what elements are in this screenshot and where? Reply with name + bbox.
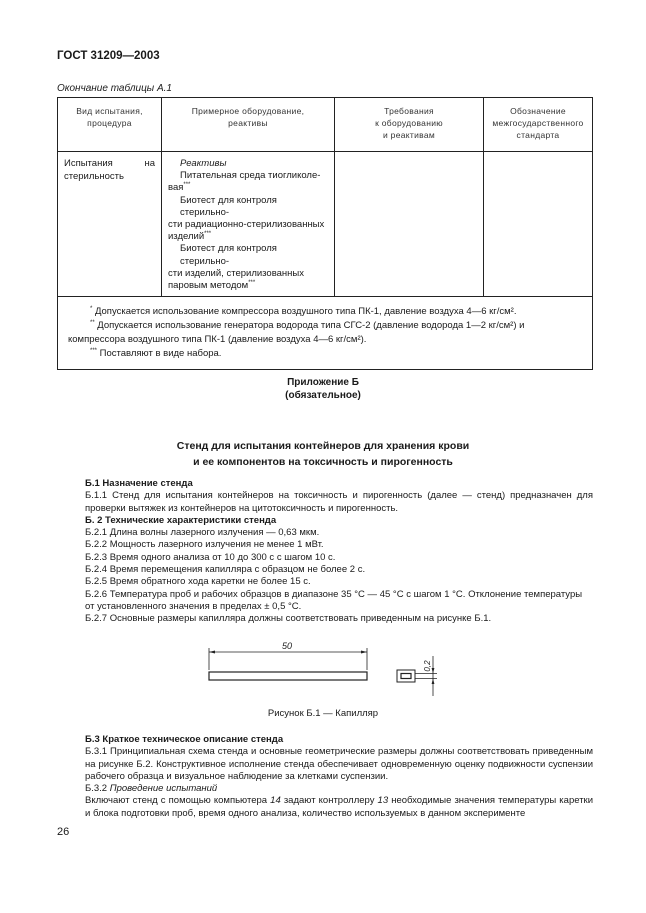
page-number: 26: [57, 826, 70, 838]
section-b1: [57, 478, 593, 626]
table-header-row: [58, 98, 593, 152]
capillary-section-inner: [401, 674, 411, 679]
appendix-status: (обязательное): [285, 390, 361, 401]
cell-requirements: [335, 152, 484, 297]
dim-width-arrow-bottom: [432, 679, 435, 685]
section-b3-2-title: Проведение испытаний: [109, 783, 218, 795]
table-notes-row: [58, 297, 593, 370]
header-line: Требования: [384, 106, 434, 116]
section-b3-1: Б.3.1 Принципиальная схема стенда и основные геометрические размеры должны соответствовать приведенным на рисунке Б.2. Конструктивное исполнение стенда обеспечивает одновременную оценку подвижности суспензии рабочего образца и визуальное наблюдение за клетками суспензии.: [85, 746, 593, 782]
dim-width-arrow-top: [432, 668, 435, 674]
header-line: и реактивам: [382, 130, 436, 140]
section-b2-3: Б.2.3 Время одного анализа от 10 до 300 с с шагом 10 с.: [85, 551, 336, 563]
table-notes: [58, 297, 593, 370]
header-line: к оборудованию: [375, 118, 443, 128]
capillary-body: [209, 672, 367, 680]
footnote: ** Допускается использование генератора водорода типа СГС-2 (давление водорода 1—2 кг/см²) и компрессора воздушного типа ПК-1 (давление воздуха 4—6 кг/см²).: [68, 320, 525, 346]
equipment-item: Биотест для контроля стерильно-: [180, 194, 277, 218]
header-line: Вид испытания,: [76, 106, 143, 116]
header-line: процедура: [87, 118, 132, 128]
cell-equipment-list: [162, 152, 335, 297]
table-row: [58, 152, 593, 297]
section-b2-title: Б. 2 Технические характеристики стенда: [85, 514, 277, 526]
ref-controller-13: 13: [377, 795, 389, 807]
dim-arrow-right: [361, 651, 367, 654]
cell-standard: [484, 152, 593, 297]
dim-width-label: 0,2: [423, 660, 432, 672]
header-test-type: [58, 98, 162, 152]
dim-length-label: 50: [281, 641, 293, 651]
section-b3-2-number: Б.3.2: [85, 783, 108, 795]
equipment-item: вая***: [168, 182, 191, 194]
header-line: Примерное оборудование,: [191, 106, 305, 116]
document-header: ГОСТ 31209—2003: [57, 50, 160, 62]
figure-caption: Рисунок Б.1 — Капилляр: [267, 708, 379, 719]
equipment-table: [57, 97, 593, 370]
section-b1-1: Б.1.1 Стенд для испытания контейнеров на токсичность и пирогенность (далее — стенд) предназначен для проверки вытяжек из контейнеров на цитотоксичность и пирогенность.: [85, 490, 593, 514]
section-b2-6: Б.2.6 Температура проб и рабочих образцов в диапазоне 35 °С — 45 °С с шагом 1 °С. Отклонение температуры от установленного значения в пределах ± 0,5 °С.: [85, 588, 583, 612]
table-caption: Окончание таблицы А.1: [57, 83, 172, 94]
footnote: * Допускается использование компрессора воздушного типа ПК-1, давление воздуха 4—6 кг/см².: [90, 306, 517, 318]
header-standard: [484, 98, 593, 152]
section-b2-4: Б.2.4 Время перемещения капилляра с образцом не более 2 с.: [85, 564, 366, 576]
capillary-figure: [195, 638, 455, 702]
equipment-item: сти изделий, стерилизованных паровым методом***: [168, 267, 304, 292]
appendix-title: Приложение Б: [287, 377, 359, 388]
header-line: стандарта: [516, 130, 560, 140]
section-b2-1: Б.2.1 Длина волны лазерного излучения — 0,63 мкм.: [85, 527, 320, 539]
section-b1-title: Б.1 Назначение стенда: [85, 478, 193, 489]
header-requirements: [335, 98, 484, 152]
equipment-item: Биотест для контроля стерильно-: [180, 243, 277, 267]
section-b2-5: Б.2.5 Время обратного хода каретки не более 15 с.: [85, 576, 311, 588]
header-line: Обозначение: [510, 106, 566, 116]
footnote: *** Поставляют в виде набора.: [90, 348, 222, 360]
dim-arrow-left: [209, 651, 215, 654]
ref-computer-14: 14: [270, 795, 281, 807]
section-b2-2: Б.2.2 Мощность лазерного излучения не менее 1 мВт.: [85, 539, 324, 551]
equipment-item: Реактивы: [180, 158, 227, 169]
equipment-item: изделий***: [168, 231, 212, 243]
header-equipment: [162, 98, 335, 152]
equipment-item: сти радиационно-стерилизованных: [168, 219, 325, 231]
appendix-heading-line1: Стенд для испытания контейнеров для хранения крови: [176, 440, 470, 452]
appendix-heading-line2: и ее компонентов на токсичность и пирогенность: [193, 456, 453, 468]
section-b3-2-heading: [57, 783, 593, 795]
section-b3-2-text: Включают стенд с помощью компьютера 14 задают контроллеру 13 необходимые значения температуры каретки и блока подготовки проб, время одного анализа, количество используемых в данном эксперименте: [85, 795, 594, 819]
header-line: межгосударственного: [492, 118, 584, 128]
equipment-item: Питательная среда тиогликоле-: [180, 170, 321, 182]
header-line: реактивы: [228, 118, 268, 128]
cell-test-name: Испытания на стерильность: [58, 152, 162, 297]
section-b3: [57, 734, 593, 820]
section-b3-title: Б.3 Краткое техническое описание стенда: [85, 734, 284, 745]
section-b2-7: Б.2.7 Основные размеры капилляра должны соответствовать приведенным на рисунке Б.1.: [85, 613, 492, 625]
